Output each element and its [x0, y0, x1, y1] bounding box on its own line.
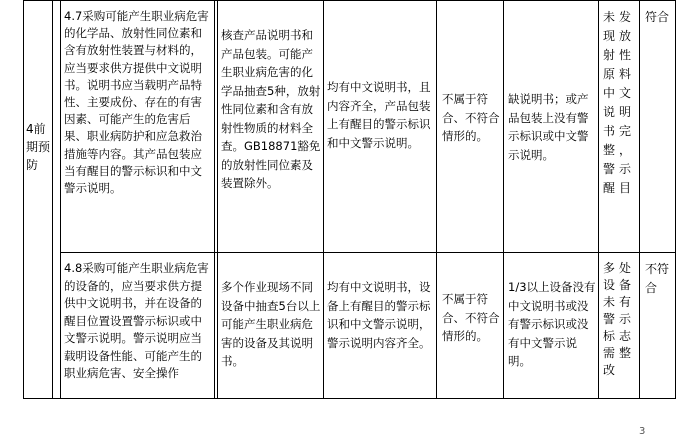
col-border — [598, 0, 599, 399]
table-bottom-border — [23, 398, 676, 399]
row-divider — [60, 252, 676, 253]
conclusion-4-7: 符合 — [645, 10, 670, 24]
col-border — [675, 0, 676, 399]
not-applicable-4-7: 不属于符合、不符合情形的。 — [442, 92, 500, 143]
col-border — [23, 0, 24, 399]
table-top-border — [23, 0, 676, 1]
conform-standard-4-8: 均有中文说明书，设备上有醒目的警示标识和中文警示说明，警示说明内容齐全。 — [327, 280, 431, 350]
col-border — [60, 0, 61, 399]
finding-4-8: 多处设备未有警示标志需整改 — [603, 261, 636, 377]
check-method-4-8: 多个作业现场不同设备中抽查5台以上可能产生职业病危害的设备及其说明书。 — [221, 280, 321, 368]
not-applicable-4-8: 不属于符合、不符合情形的。 — [442, 292, 500, 343]
check-method-4-7: 核查产品说明书和产品包装。可能产生职业病危害的化学品抽查5种，放射性同位素和含有放射性物质的材料全查。GB18871豁免的放射性同位素及装置除外。 — [221, 28, 321, 190]
stage-label: 4前期预防 — [26, 122, 51, 172]
non-conform-4-8: 1/3以上设备没有中文说明书或没有警示标识或没有中文警示说明。 — [508, 280, 596, 368]
finding-4-7: 未发现放射性原料中文说明书完整，警示醒目 — [603, 10, 636, 195]
col-border — [503, 0, 504, 399]
requirement-4-8: 4.8采购可能产生职业病危害的设备的，应当要求供方提供中文说明书，并在设备的醒目位置设置警示标识或中文警示说明。警示说明应当载明设备性能、可能产生的职业病危害、安全操作 — [64, 261, 209, 380]
col-border — [323, 0, 324, 399]
conform-standard-4-7: 均有中文说明书，且内容齐全，产品包装上有醒目的警示标识和中文警示说明。 — [327, 80, 431, 150]
conclusion-4-8: 不符合 — [645, 262, 670, 295]
non-conform-4-7: 缺说明书；或产品包装上没有警示标识或中文警示说明。 — [508, 92, 589, 162]
col-border — [217, 0, 218, 399]
col-border — [639, 0, 640, 399]
page-number: 3 — [639, 426, 646, 437]
col-border — [52, 0, 53, 399]
col-border — [214, 0, 215, 399]
col-border — [436, 0, 437, 399]
requirement-4-7: 4.7采购可能产生职业病危害的化学品、放射性同位素和含有放射性装置与材料的，应当要求供方提供中文说明书。说明书应当载明产品特性、主要成份、存在的有害因素、可能产生的危害后果、职业病防护和应急救治措施等内容。其产品包装应当有醒目的警示标识和中文警示说明。 — [64, 9, 209, 196]
